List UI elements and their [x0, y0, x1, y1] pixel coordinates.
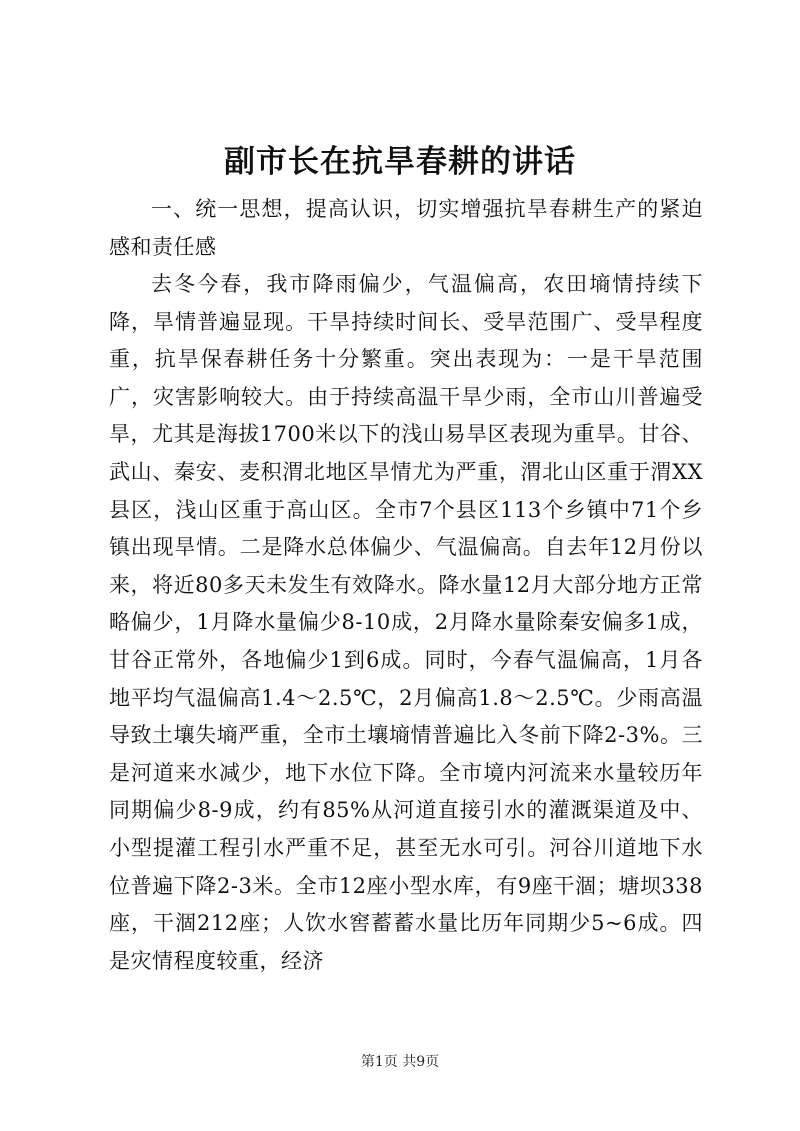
page-number-footer: 第1页 共9页 — [360, 1054, 440, 1070]
section-heading: 一、统一思想，提高认识，切实增强抗旱春耕生产的紧迫感和责任感 — [109, 197, 703, 259]
body-paragraph: 去冬今春，我市降雨偏少，气温偏高，农田墒情持续下降，旱情普遍显现。干旱持续时间长、受旱范围广、受旱程度重，抗旱保春耕任务十分繁重。突出表现为：一是干旱范围广，灾害影响较大。由于持续高温干旱少雨，全市山川普遍受旱，尤其是海拔1700米以下的浅山易旱区表现为重旱。甘谷、武山、秦安、麦积渭北地区旱情尤为严重，渭北山区重于渭XX县区，浅山区重于高山区。全市7个县区113个乡镇中71个乡镇出现旱情。二是降水总体偏少、气温偏高。自去年12月份以来，将近80多天未发生有效降水。降水量12月大部分地方正常略偏少，1月降水量偏少8-10成，2月降水量除秦安偏多1成，甘谷正常外，各地偏少1到6成。同时，今春气温偏高，1月各地平均气温偏高1.4～2.5℃，2月偏高1.8～2.5℃。少雨高温导致土壤失墒严重，全市土壤墒情普遍比入冬前下降2-3%。三是河道来水减少，地下水位下降。全市境内河流来水量较历年同期偏少8-9成，约有85%从河道直接引水的灌溉渠道及中、小型提灌工程引水严重不足，甚至无水可引。河谷川道地下水位普遍下降2-3米。全市12座小型水库，有9座干涸；塘坝338座，干涸212座；人饮水窖蓄蓄水量比历年同期少5~6成。四是灾情程度较重，经济 — [109, 272, 703, 973]
document-title: 副市长在抗旱春耕的讲话 — [224, 144, 576, 180]
